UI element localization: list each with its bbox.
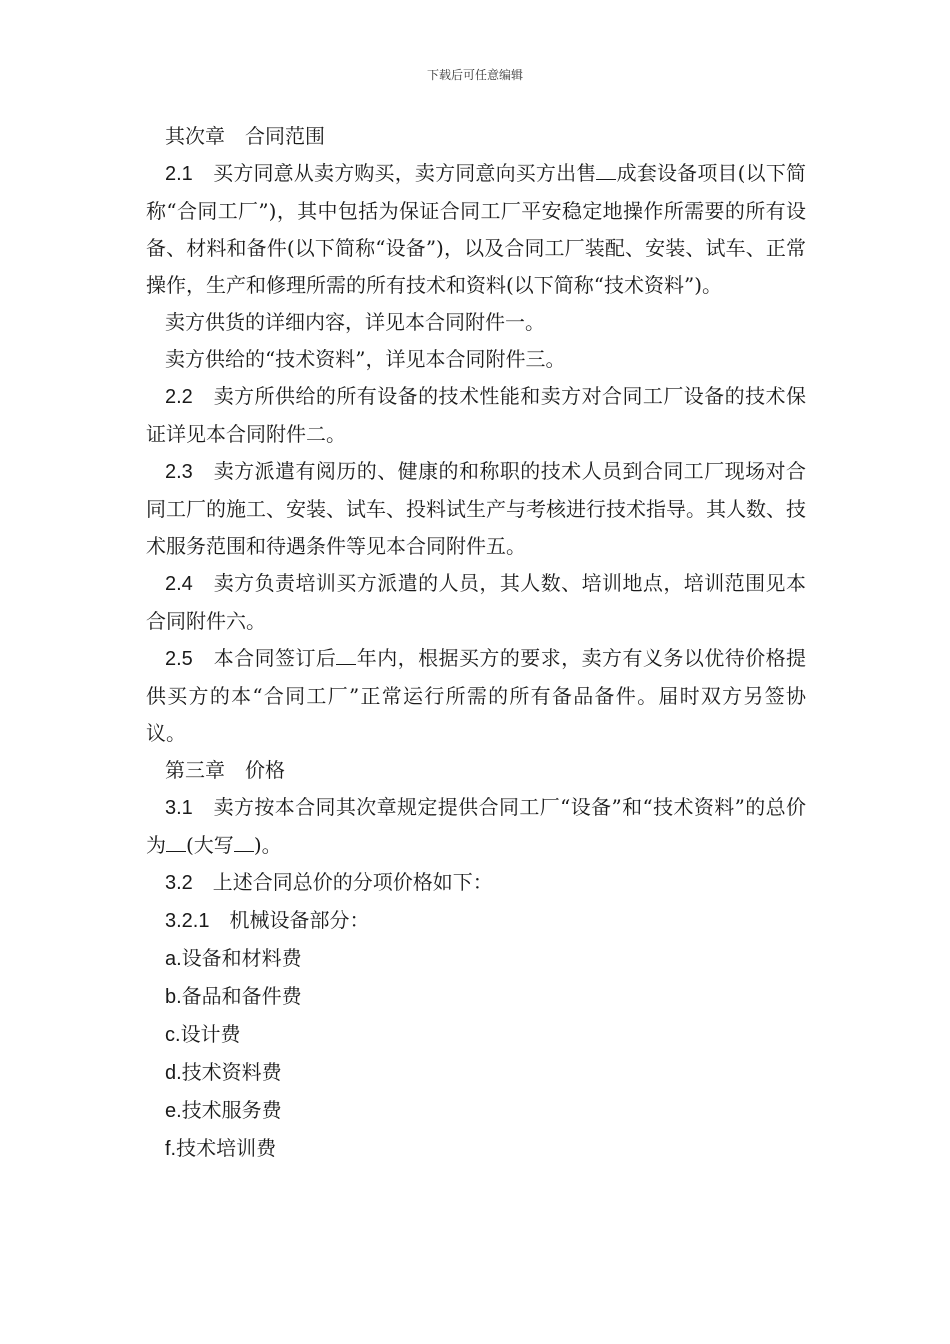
fill-blank xyxy=(596,161,616,180)
supply-detail-line xyxy=(146,304,806,341)
clause-number: 3.2.1 xyxy=(165,910,210,932)
list-marker: e. xyxy=(165,1100,182,1122)
chapter-3-title-text: 第三章 价格 xyxy=(165,758,285,782)
clause-number: 2.1 xyxy=(165,163,193,185)
clause-text: 卖方按本合同其次章规定提供合同工厂“设备”和“技术资料”的总价为 xyxy=(146,795,806,857)
list-text: 备品和备件费 xyxy=(181,984,302,1008)
list-marker: c. xyxy=(165,1024,181,1046)
clause-text-cont: 年内，根据买方的要求，卖方有义务以优待价格提供买方的本“合同工厂”正常运行所需的所有备品备件。届时双方另签协议。 xyxy=(146,646,807,745)
supply-detail-text: 卖方供货的详细内容，详见本合同附件一。 xyxy=(165,310,545,334)
clause-text: 机械设备部分： xyxy=(209,908,370,932)
list-item-d xyxy=(146,1054,806,1092)
tech-data-text: 卖方供给的“技术资料”，详见本合同附件三。 xyxy=(165,347,566,371)
list-marker: a. xyxy=(165,948,182,970)
chapter-2-title xyxy=(146,118,806,155)
fill-blank xyxy=(336,646,356,665)
clause-number: 2.2 xyxy=(165,386,193,408)
clause-text: 卖方派遣有阅历的、健康的和称职的技术人员到合同工厂现场对合同工厂的施工、安装、试车、投料试生产与考核进行技术指导。其人数、技术服务范围和待遇条件等见本合同附件五。 xyxy=(146,459,806,558)
fill-blank xyxy=(166,833,186,852)
clause-text: 本合同签订后 xyxy=(192,646,337,670)
list-marker: f. xyxy=(165,1138,177,1160)
clause-number: 3.1 xyxy=(165,797,193,819)
clause-3-2 xyxy=(146,864,806,902)
clause-text: 买方同意从卖方购买，卖方同意向买方出售 xyxy=(192,161,597,185)
chapter-3-title xyxy=(146,752,806,789)
clause-text-cont: 成套设备项目(以下简称“合同工厂”)，其中包括为保证合同工厂平安稳定地操作所需要的所有设备、材料和备件(以下简称“设备”)，以及合同工厂装配、安装、试车、正常操作，生产和修理所需的所有技术和资料(以下简称“技术资料”)。 xyxy=(146,161,807,297)
clause-3-1 xyxy=(146,789,806,864)
list-marker: b. xyxy=(165,986,182,1008)
clause-text: 上述合同总价的分项价格如下： xyxy=(192,870,493,894)
chapter-2-title-text: 其次章 合同范围 xyxy=(165,124,325,148)
list-text: 技术服务费 xyxy=(181,1098,282,1122)
list-text: 技术资料费 xyxy=(181,1060,282,1084)
clause-text: 卖方负责培训买方派遣的人员，其人数、培训地点，培训范围见本合同附件六。 xyxy=(146,571,806,633)
clause-2-5 xyxy=(146,640,806,752)
list-text: 设计费 xyxy=(180,1022,241,1046)
list-item-e xyxy=(146,1092,806,1130)
list-marker: d. xyxy=(165,1062,182,1084)
list-text: 技术培训费 xyxy=(176,1136,277,1160)
clause-2-4 xyxy=(146,565,806,640)
clause-3-2-1 xyxy=(146,902,806,940)
clause-text-cont: )。 xyxy=(253,833,282,857)
list-text: 设备和材料费 xyxy=(181,946,302,970)
clause-text: 卖方所供给的所有设备的技术性能和卖方对合同工厂设备的技术保证详见本合同附件二。 xyxy=(146,384,806,446)
fill-blank xyxy=(234,833,254,852)
clause-number: 2.5 xyxy=(165,648,193,670)
clause-text-mid: (大写 xyxy=(186,833,234,857)
clause-number: 3.2 xyxy=(165,872,193,894)
list-item-b xyxy=(146,978,806,1016)
clause-2-3 xyxy=(146,453,806,565)
page-header: 下载后可任意编辑 xyxy=(426,68,523,82)
document-body xyxy=(146,118,806,1168)
list-item-f xyxy=(146,1130,806,1168)
tech-data-line xyxy=(146,341,806,378)
clause-2-1 xyxy=(146,155,806,304)
clause-number: 2.4 xyxy=(165,573,193,595)
list-item-a xyxy=(146,940,806,978)
list-item-c xyxy=(146,1016,806,1054)
clause-number: 2.3 xyxy=(165,461,193,483)
clause-2-2 xyxy=(146,378,806,453)
